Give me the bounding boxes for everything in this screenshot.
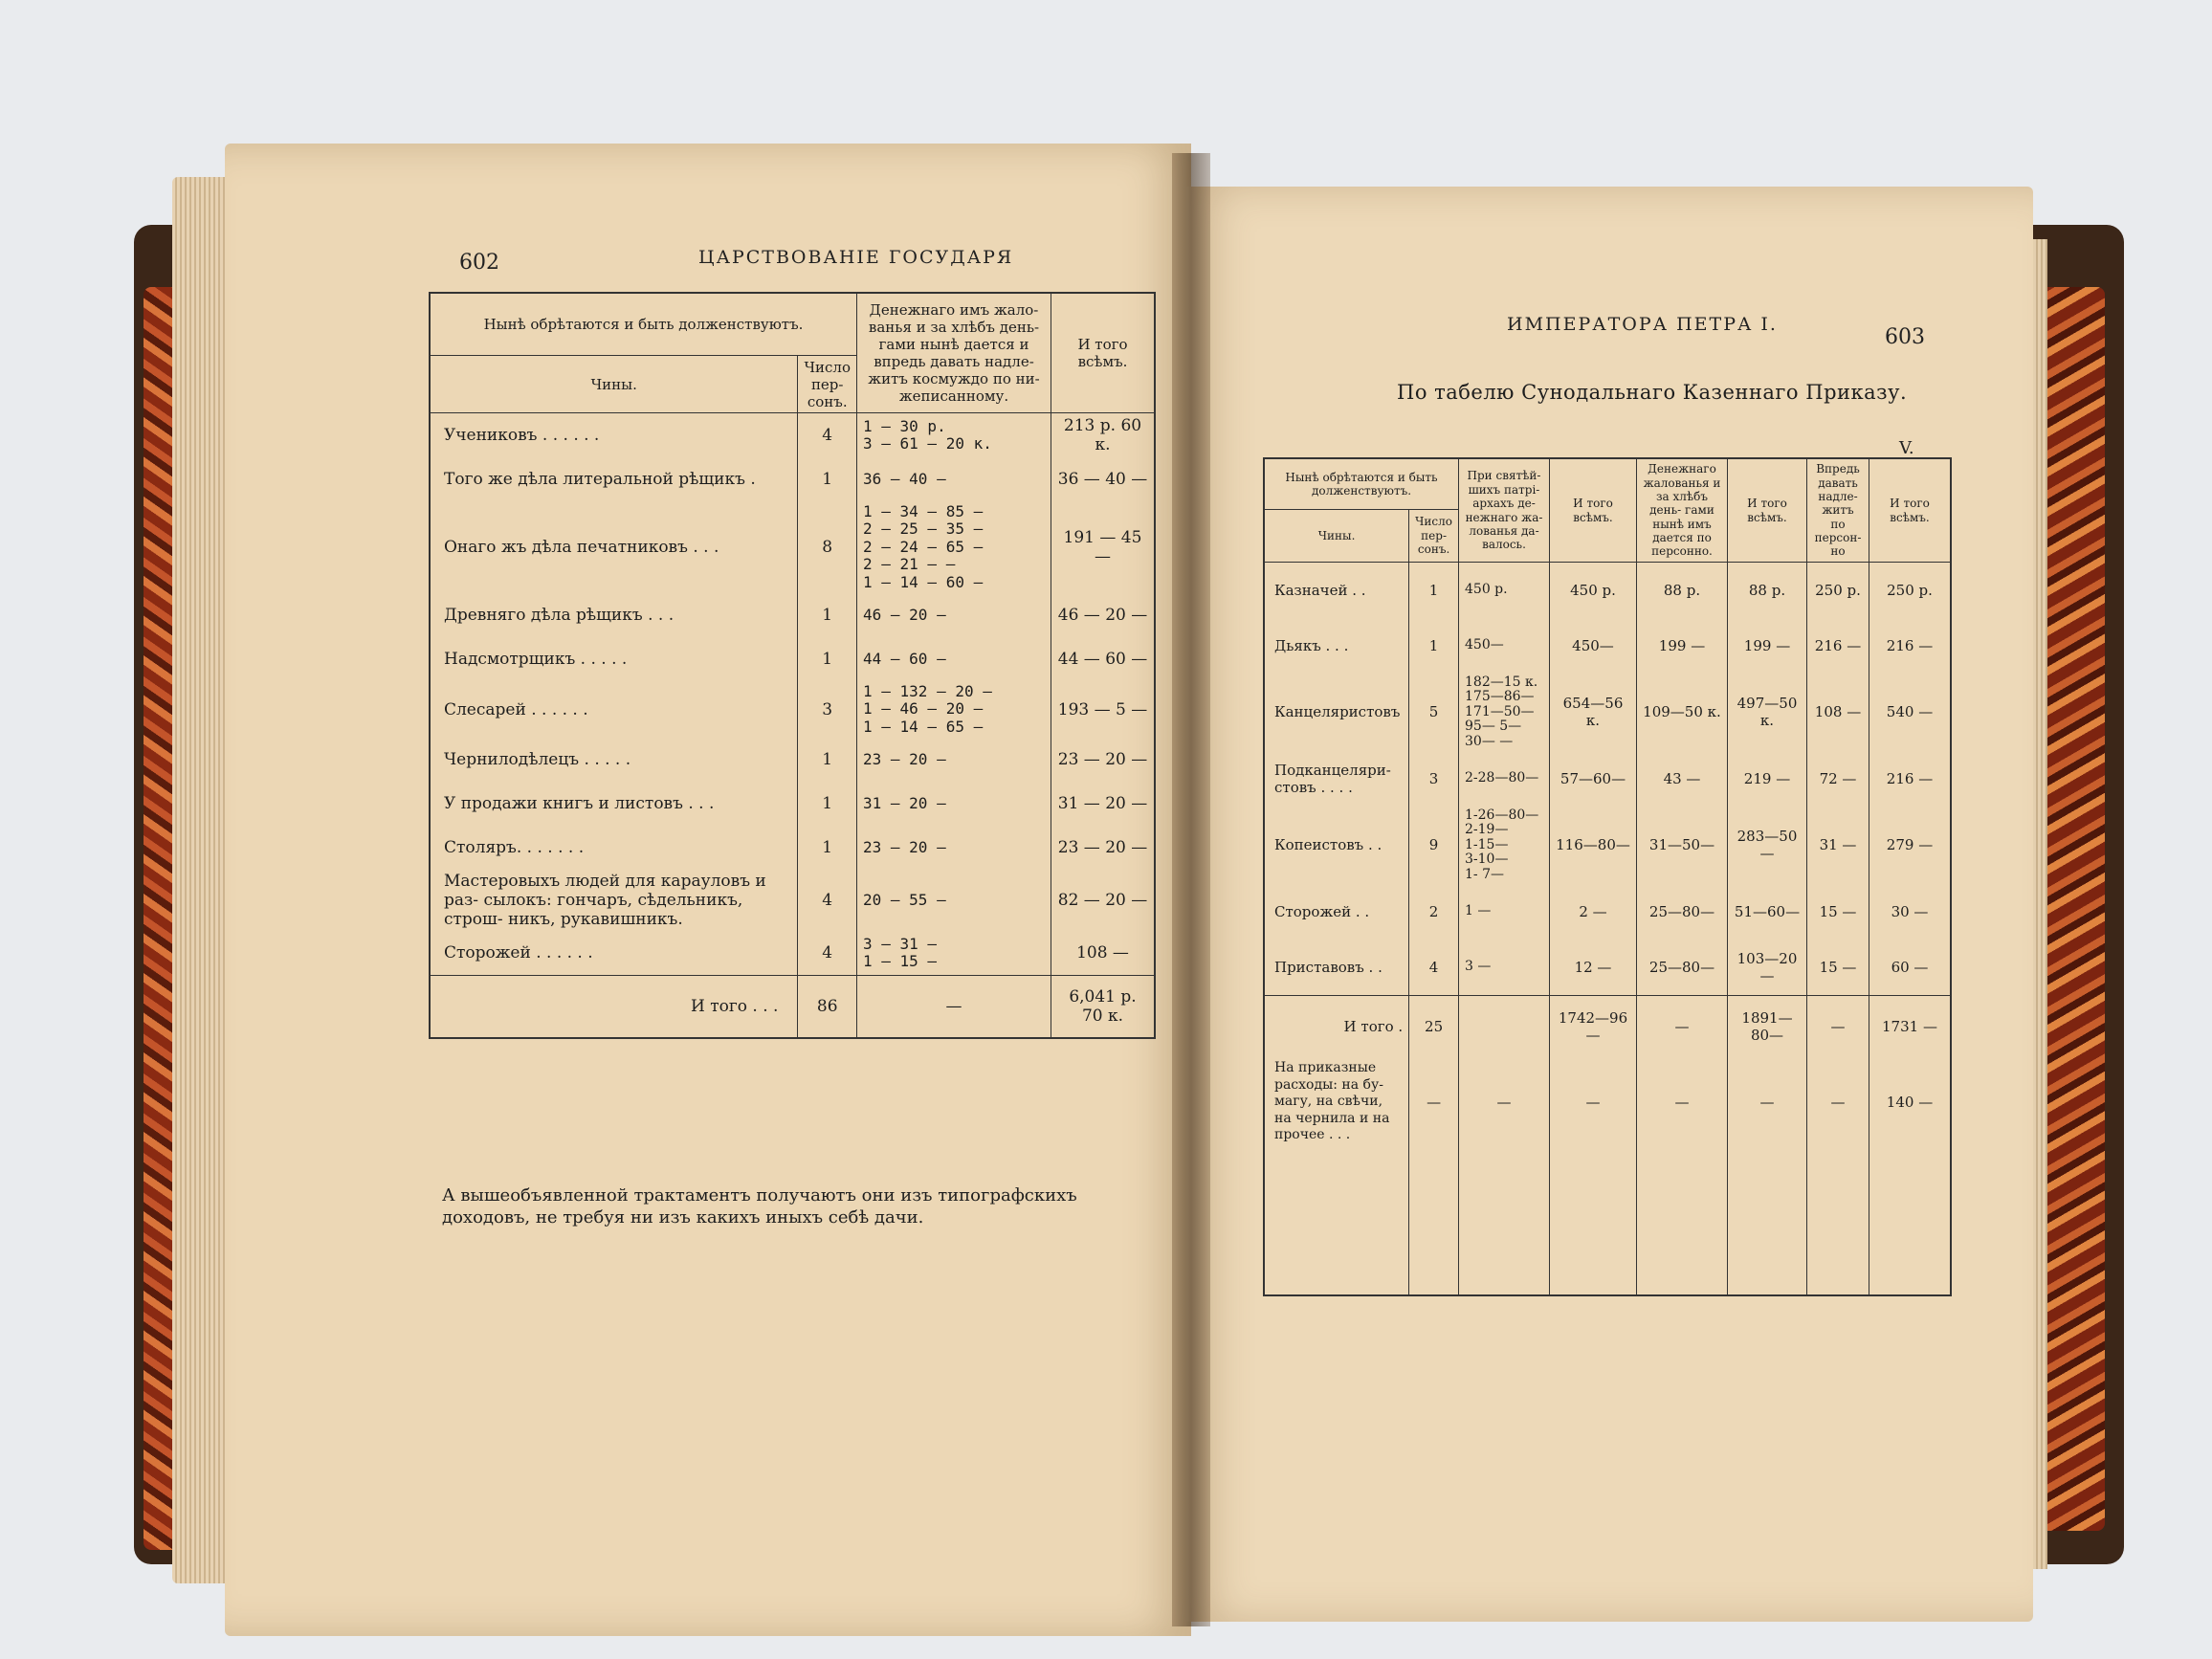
rank-cell: У продажи книгъ и листовъ . . .	[430, 782, 798, 826]
total-label: И того . . .	[430, 976, 798, 1039]
right-col-total1: И того всѣмъ.	[1550, 458, 1637, 563]
pay-cell: 23 — 20 —	[857, 738, 1051, 782]
left-salary-table	[429, 292, 1156, 1039]
rank-cell: Дьякъ . . .	[1264, 618, 1409, 674]
count-cell: 2	[1409, 884, 1459, 940]
right-col-patr: При святѣй- шихъ патрі- архахъ де- нежнаго жа- лованья да- валось.	[1459, 458, 1550, 563]
count-cell: 1	[798, 782, 857, 826]
expenses-total3: 140 —	[1869, 1057, 1952, 1147]
expenses-count: —	[1409, 1057, 1459, 1147]
patr-cell: 1-26—80— 2-19— 1-15— 3-10— 1- 7—	[1459, 807, 1550, 884]
total-cell: 193 — 5 —	[1051, 681, 1156, 738]
expenses-future: —	[1807, 1057, 1869, 1147]
count-cell: 3	[798, 681, 857, 738]
total2-cell: 51—60—	[1728, 884, 1807, 940]
pay-cell: 109—50 к.	[1637, 674, 1728, 751]
expenses-label: На приказные расходы: на бу- магу, на свѣчи, на чернила и на прочее . . .	[1264, 1057, 1409, 1147]
total-cell: 23 — 20 —	[1051, 738, 1156, 782]
table-row	[430, 593, 1155, 637]
total3-cell: 540 —	[1869, 674, 1952, 751]
total-future: —	[1807, 995, 1869, 1057]
pay-cell: 31 — 20 —	[857, 782, 1051, 826]
table-total-row	[1264, 995, 1951, 1057]
table-row	[430, 681, 1155, 738]
pay-cell: 25—80—	[1637, 884, 1728, 940]
right-page-number: 603	[1885, 325, 1925, 349]
count-cell: 1	[798, 738, 857, 782]
table-row	[1264, 618, 1951, 674]
pay-cell: 3 — 31 — 1 — 15 —	[857, 931, 1051, 976]
count-cell: 1	[1409, 563, 1459, 619]
total-cell: 23 — 20 —	[1051, 826, 1156, 870]
rank-cell: Сторожей . . . . . .	[430, 931, 798, 976]
total2-cell: 199 —	[1728, 618, 1807, 674]
left-col-rank: Чины.	[430, 356, 798, 413]
total-cell: 44 — 60 —	[1051, 637, 1156, 681]
count-cell: 1	[798, 593, 857, 637]
patr-cell: 3 —	[1459, 940, 1550, 996]
rank-cell: Слесарей . . . . . .	[430, 681, 798, 738]
total-total3: 1731 —	[1869, 995, 1952, 1057]
rank-cell: Подканцеляри- стовъ . . . .	[1264, 751, 1409, 807]
table-blank-space	[1264, 1147, 1951, 1295]
rank-cell: Казначей . .	[1264, 563, 1409, 619]
total3-cell: 216 —	[1869, 751, 1952, 807]
total1-cell: 12 —	[1550, 940, 1637, 996]
pay-cell: 1 — 34 — 85 — 2 — 25 — 35 — 2 — 24 — 65 — 2 — 21 — — 1 — 14 — 60 —	[857, 501, 1051, 593]
expenses-pay: —	[1637, 1057, 1728, 1147]
pay-cell: 1 — 30 р. 3 — 61 — 20 к.	[857, 413, 1051, 458]
pay-cell: 44 — 60 —	[857, 637, 1051, 681]
total-total2: 1891—80—	[1728, 995, 1807, 1057]
rank-cell: Сторожей . .	[1264, 884, 1409, 940]
rank-cell: Учениковъ . . . . . .	[430, 413, 798, 458]
table-row	[430, 413, 1155, 458]
count-cell: 4	[798, 413, 857, 458]
table-row	[430, 782, 1155, 826]
total-label: И того .	[1264, 995, 1409, 1057]
right-col-future: Впредь давать надле- житъ по персон- но	[1807, 458, 1869, 563]
total-cell: 213 р. 60 к.	[1051, 413, 1156, 458]
total3-cell: 216 —	[1869, 618, 1952, 674]
count-cell: 8	[798, 501, 857, 593]
rank-cell: Онаго жъ дѣла печатниковъ . . .	[430, 501, 798, 593]
pay-cell: 31—50—	[1637, 807, 1728, 884]
total2-cell: 283—50—	[1728, 807, 1807, 884]
table-row	[430, 738, 1155, 782]
right-col-count: Число пер- сонъ.	[1409, 510, 1459, 563]
count-cell: 3	[1409, 751, 1459, 807]
patr-cell: 1 —	[1459, 884, 1550, 940]
expenses-total1: —	[1550, 1057, 1637, 1147]
pay-cell: 36 — 40 —	[857, 457, 1051, 501]
total2-cell: 88 р.	[1728, 563, 1807, 619]
pay-cell: 46 — 20 —	[857, 593, 1051, 637]
total-sum: 6,041 р. 70 к.	[1051, 976, 1156, 1039]
table-row	[430, 931, 1155, 976]
right-col-total3: И того всѣмъ.	[1869, 458, 1952, 563]
right-salary-table	[1263, 457, 1952, 1296]
total-count: 25	[1409, 995, 1459, 1057]
book-gutter	[1172, 153, 1210, 1626]
table-row	[430, 826, 1155, 870]
total3-cell: 30 —	[1869, 884, 1952, 940]
left-col-pay: Денежнаго имъ жало- ванья и за хлѣбъ день- гами нынѣ дается и впредь давать надле- житъ космуждо по ни- жеписанному.	[857, 293, 1051, 413]
total-cell: 191 — 45 —	[1051, 501, 1156, 593]
left-group-header: Нынѣ обрѣтаются и быть долженствуютъ.	[430, 293, 857, 356]
total1-cell: 654—56 к.	[1550, 674, 1637, 751]
patr-cell: 450—	[1459, 618, 1550, 674]
pay-cell: 20 — 55 —	[857, 870, 1051, 931]
future-cell: 72 —	[1807, 751, 1869, 807]
count-cell: 1	[798, 637, 857, 681]
total-patr	[1459, 995, 1550, 1057]
pay-cell: 43 —	[1637, 751, 1728, 807]
total-cell: 82 — 20 —	[1051, 870, 1156, 931]
left-footnote: А вышеобъявленной трактаментъ получаютъ они изъ типографскихъ доходовъ, не требуя ни изъ какихъ иныхъ себѣ дачи.	[442, 1185, 1077, 1228]
pay-cell: 23 — 20 —	[857, 826, 1051, 870]
future-cell: 216 —	[1807, 618, 1869, 674]
right-running-head: ИМПЕРАТОРА ПЕТРА I.	[1507, 314, 1778, 335]
future-cell: 15 —	[1807, 884, 1869, 940]
total2-cell: 497—50 к.	[1728, 674, 1807, 751]
left-col-total: И того всѣмъ.	[1051, 293, 1156, 413]
left-col-count: Число пер- сонъ.	[798, 356, 857, 413]
rank-cell: Надсмотрщикъ . . . . .	[430, 637, 798, 681]
count-cell: 9	[1409, 807, 1459, 884]
table-row	[430, 457, 1155, 501]
patr-cell: 182—15 к. 175—86— 171—50— 95— 5— 30— —	[1459, 674, 1550, 751]
expenses-row	[1264, 1057, 1951, 1147]
table-row	[1264, 674, 1951, 751]
rank-cell: Копеистовъ . .	[1264, 807, 1409, 884]
total3-cell: 279 —	[1869, 807, 1952, 884]
rank-cell: Столяръ. . . . . . .	[430, 826, 798, 870]
future-cell: 15 —	[1807, 940, 1869, 996]
total3-cell: 250 р.	[1869, 563, 1952, 619]
count-cell: 4	[1409, 940, 1459, 996]
count-cell: 1	[798, 457, 857, 501]
total1-cell: 116—80—	[1550, 807, 1637, 884]
table-row	[1264, 751, 1951, 807]
table-row	[430, 637, 1155, 681]
rank-cell: Чернилодѣлецъ . . . . .	[430, 738, 798, 782]
total-cell: 46 — 20 —	[1051, 593, 1156, 637]
count-cell: 4	[798, 931, 857, 976]
total-count: 86	[798, 976, 857, 1039]
expenses-patr: —	[1459, 1057, 1550, 1147]
total1-cell: 450—	[1550, 618, 1637, 674]
right-col-total2: И того всѣмъ.	[1728, 458, 1807, 563]
right-col-pay: Денежнаго жалованья и за хлѣбъ день- гами нынѣ имъ дается по персонно.	[1637, 458, 1728, 563]
pay-cell: 25—80—	[1637, 940, 1728, 996]
count-cell: 5	[1409, 674, 1459, 751]
left-page-number: 602	[459, 251, 499, 275]
total1-cell: 2 —	[1550, 884, 1637, 940]
count-cell: 4	[798, 870, 857, 931]
right-group-header: Нынѣ обрѣтаются и быть долженствуютъ.	[1264, 458, 1459, 510]
total2-cell: 219 —	[1728, 751, 1807, 807]
future-cell: 250 р.	[1807, 563, 1869, 619]
table-row	[1264, 563, 1951, 619]
table-row	[1264, 940, 1951, 996]
total-pay: —	[1637, 995, 1728, 1057]
total3-cell: 60 —	[1869, 940, 1952, 996]
rank-cell: Того же дѣла литеральной рѣщикъ .	[430, 457, 798, 501]
table-row	[1264, 884, 1951, 940]
table-row	[430, 870, 1155, 931]
rank-cell: Мастеровыхъ людей для карауловъ и раз- сылокъ: гончаръ, сѣдельникъ, строш- никъ, рукавишникъ.	[430, 870, 798, 931]
total1-cell: 57—60—	[1550, 751, 1637, 807]
total-cell: 36 — 40 —	[1051, 457, 1156, 501]
total-cell: 31 — 20 —	[1051, 782, 1156, 826]
future-cell: 31 —	[1807, 807, 1869, 884]
count-cell: 1	[1409, 618, 1459, 674]
rank-cell: Приставовъ . .	[1264, 940, 1409, 996]
total-total1: 1742—96—	[1550, 995, 1637, 1057]
total-cell: 108 —	[1051, 931, 1156, 976]
pay-cell: 88 р.	[1637, 563, 1728, 619]
left-running-head: ЦАРСТВОВАНІЕ ГОСУДАРЯ	[698, 247, 1014, 268]
pay-cell: 199 —	[1637, 618, 1728, 674]
section-number: V.	[1899, 438, 1914, 458]
rank-cell: Древняго дѣла рѣщикъ . . .	[430, 593, 798, 637]
future-cell: 108 —	[1807, 674, 1869, 751]
right-col-rank: Чины.	[1264, 510, 1409, 563]
patr-cell: 2-28—80—	[1459, 751, 1550, 807]
right-heading: По табелю Сунодальнаго Казеннаго Приказу.	[1397, 381, 1908, 404]
rank-cell: Канцеляристовъ	[1264, 674, 1409, 751]
patr-cell: 450 р.	[1459, 563, 1550, 619]
total-pay: —	[857, 976, 1051, 1039]
total2-cell: 103—20—	[1728, 940, 1807, 996]
count-cell: 1	[798, 826, 857, 870]
expenses-total2: —	[1728, 1057, 1807, 1147]
table-row	[430, 501, 1155, 593]
pay-cell: 1 — 132 — 20 — 1 — 46 — 20 — 1 — 14 — 65 —	[857, 681, 1051, 738]
table-total-row	[430, 976, 1155, 1039]
total1-cell: 450 р.	[1550, 563, 1637, 619]
table-row	[1264, 807, 1951, 884]
